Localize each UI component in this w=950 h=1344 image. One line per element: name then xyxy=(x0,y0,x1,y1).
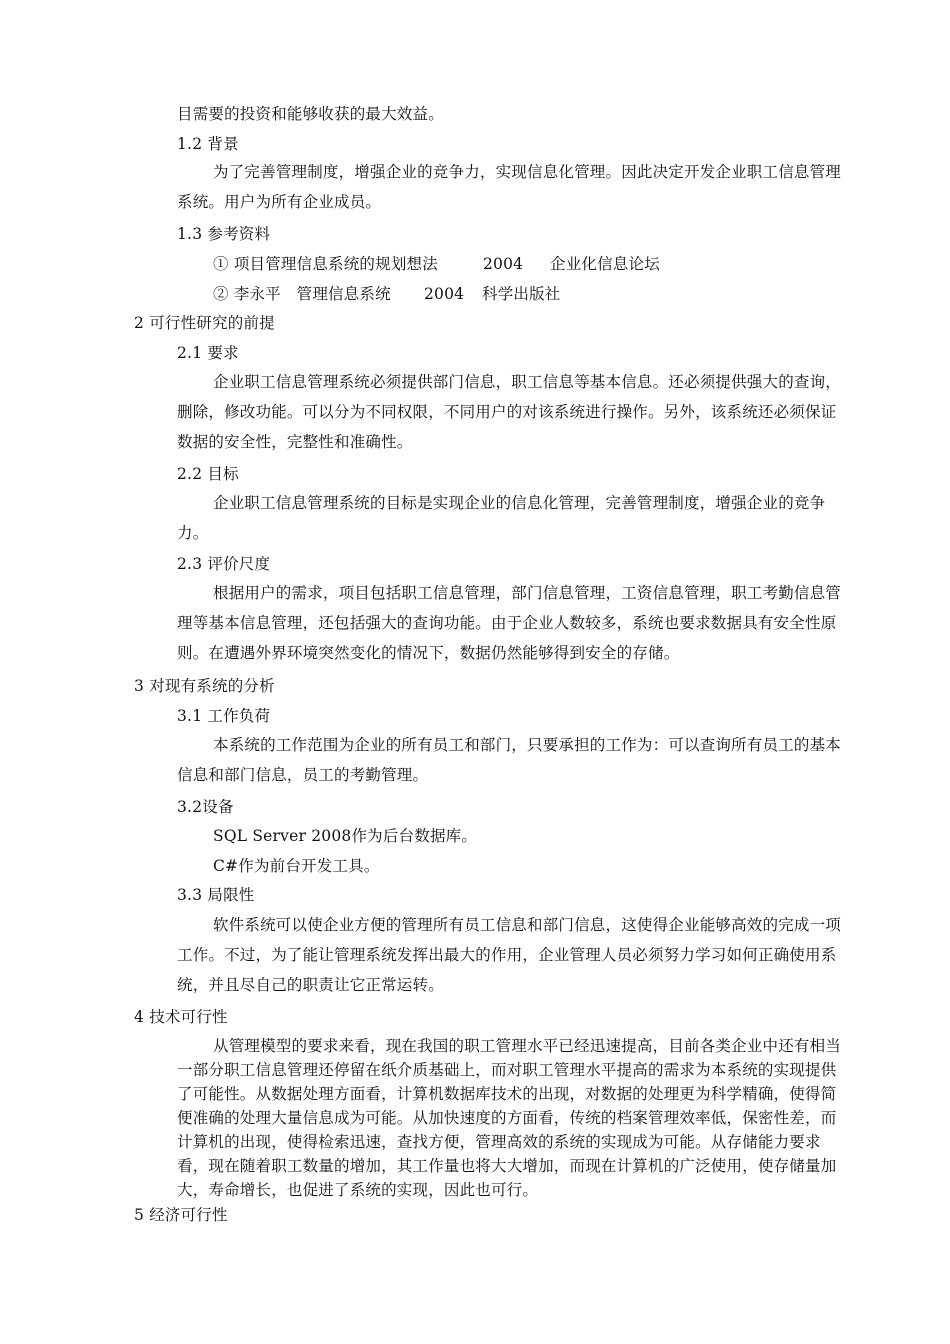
heading-2-2: 2.2 目标 xyxy=(177,465,239,483)
reference-1-source: 企业化信息论坛 xyxy=(550,255,660,273)
equipment-database: SQL Server 2008作为后台数据库。 xyxy=(213,827,478,845)
equipment-dev-tool: C#作为前台开发工具。 xyxy=(213,857,380,875)
reference-2 xyxy=(213,284,561,304)
para-1-2: 为了完善管理制度，增强企业的竞争力，实现信息化管理。因此决定开发企业职工信息管理系统。用户为所有企业成员。 xyxy=(177,163,842,211)
reference-2-year: 2004 xyxy=(424,285,465,303)
heading-3-3: 3.3 局限性 xyxy=(177,886,255,904)
reference-1 xyxy=(213,254,660,274)
para-2-2: 企业职工信息管理系统的目标是实现企业的信息化管理，完善管理制度，增强企业的竞争力。 xyxy=(177,494,826,542)
reference-1-title: ① 项目管理信息系统的规划想法 xyxy=(213,255,438,273)
para-3-3: 软件系统可以使企业方便的管理所有员工信息和部门信息，这使得企业能够高效的完成一项工作。不过，为了能让管理系统发挥出最大的作用，企业管理人员必须努力学习如何正确使用系统，并且尽自己的职责让它正常运转。 xyxy=(177,916,842,994)
heading-2: 2 可行性研究的前提 xyxy=(134,314,275,332)
heading-3-2: 3.2设备 xyxy=(177,798,234,816)
heading-2-3: 2.3 评价尺度 xyxy=(177,555,271,573)
reference-2-source: 科学出版社 xyxy=(482,285,561,303)
para-3-1: 本系统的工作范围为企业的所有员工和部门，只要承担的工作为：可以查询所有员工的基本信息和部门信息，员工的考勤管理。 xyxy=(177,736,842,784)
para-2-3: 根据用户的需求，项目包括职工信息管理，部门信息管理，工资信息管理，职工考勤信息管理等基本信息管理，还包括强大的查询功能。由于企业人数较多，系统也要求数据具有安全性原则。在遭遇外界环境突然变化的情况下，数据仍然能够得到安全的存储。 xyxy=(177,584,842,662)
para-2-1: 企业职工信息管理系统必须提供部门信息，职工信息等基本信息。还必须提供强大的查询，删除，修改功能。可以分为不同权限，不同用户的对该系统进行操作。另外，该系统还必须保证数据的安全性，完整性和准确性。 xyxy=(177,373,842,451)
heading-1-3: 1.3 参考资料 xyxy=(177,225,271,243)
heading-4: 4 技术可行性 xyxy=(134,1008,228,1026)
reference-2-title: ② 李永平 管理信息系统 xyxy=(213,285,391,303)
continued-text: 目需要的投资和能够收获的最大效益。 xyxy=(177,105,444,123)
heading-3-1: 3.1 工作负荷 xyxy=(177,707,271,725)
heading-1-2: 1.2 背景 xyxy=(177,135,239,153)
heading-2-1: 2.1 要求 xyxy=(177,344,239,362)
heading-5: 5 经济可行性 xyxy=(134,1206,228,1224)
reference-1-year: 2004 xyxy=(483,255,524,273)
para-4: 从管理模型的要求来看，现在我国的职工管理水平已经迅速提高，目前各类企业中还有相当一部分职工信息管理还停留在纸介质基础上，而对职工管理水平提高的需求为本系统的实现提供了可能性。从数据处理方面看，计算机数据库技术的出现，对数据的处理更为科学精确，使得简便准确的处理大量信息成为可能。从加快速度的方面看，传统的档案管理效率低，保密性差，而计算机的出现，使得检索迅速，查找方便，管理高效的系统的实现成为可能。从存储能力要求看，现在随着职工数量的增加，其工作量也将大大增加，而现在计算机的广泛使用，使存储量加大，寿命增长，也促进了系统的实现，因此也可行。 xyxy=(177,1037,842,1199)
heading-3: 3 对现有系统的分析 xyxy=(134,677,275,695)
